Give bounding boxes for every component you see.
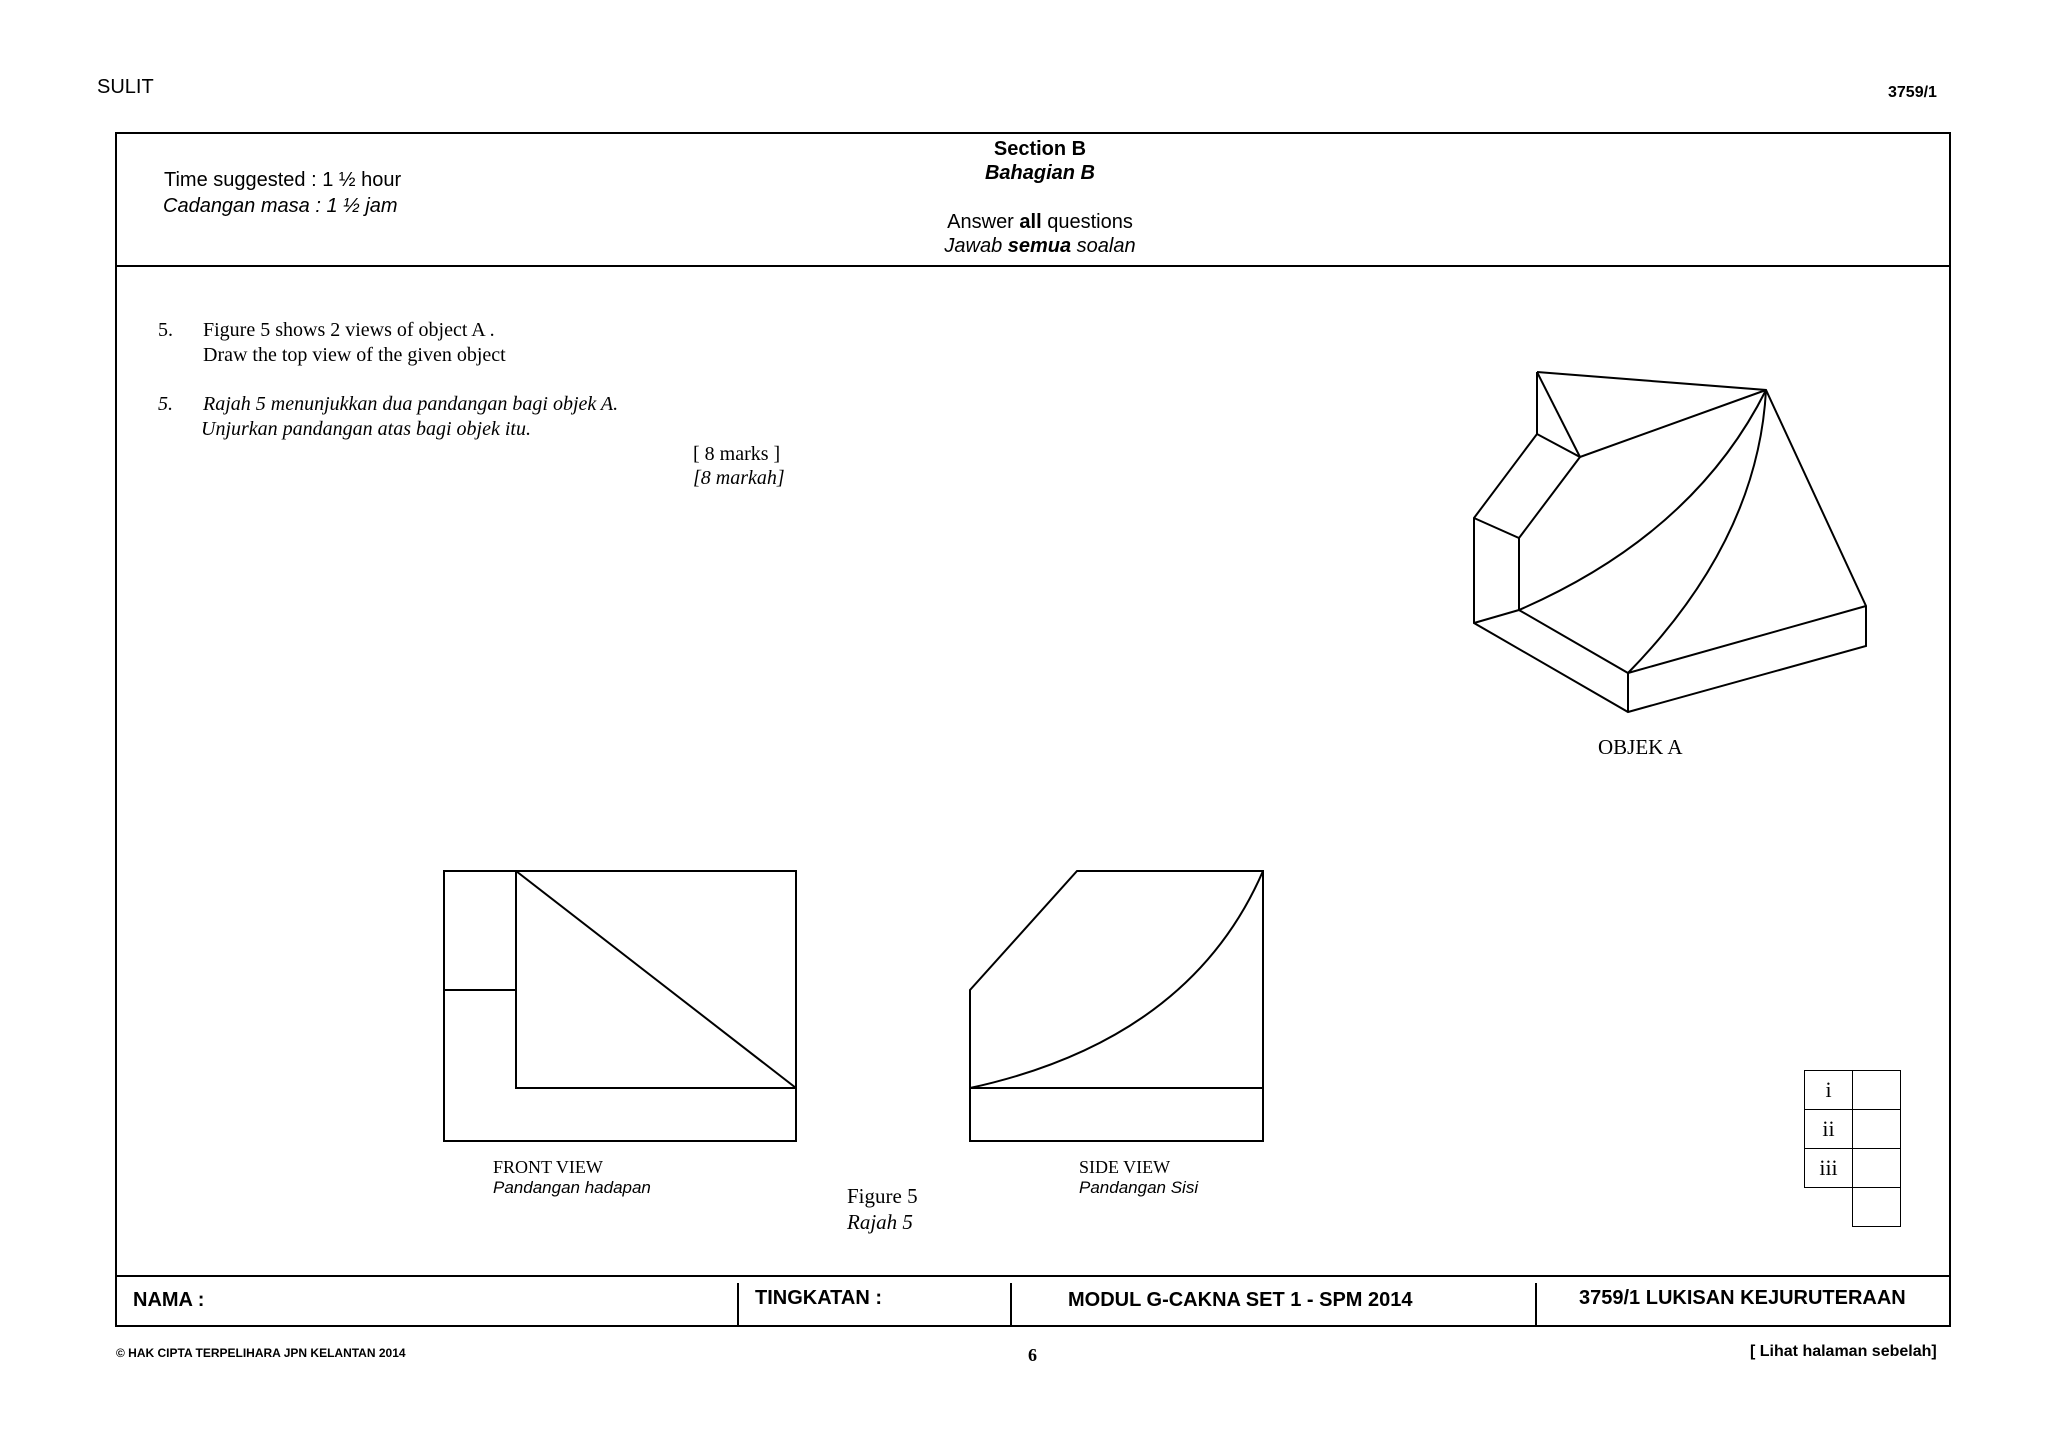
figure-caption: Figure 5 [847,1184,918,1208]
section-title: Section B [993,138,1087,160]
figure-caption-ms: Rajah 5 [847,1210,913,1234]
marks-cell [1853,1149,1901,1188]
copyright-notice: © HAK CIPTA TERPELIHARA JPN KELANTAN 2014 [116,1346,406,1360]
question-line-1-ms: Rajah 5 menunjukkan dua pandangan bagi objek A. [203,393,619,415]
modul-label: MODUL G-CAKNA SET 1 - SPM 2014 [1068,1289,1413,1311]
iso-inner-floor [1519,538,1866,673]
question-number: 5. [158,319,173,341]
marks-label-ms: [8 markah] [693,467,785,489]
marks-row [1805,1149,1901,1188]
front-view-label-ms: Pandangan hadapan [493,1178,651,1197]
answer-instruction-ms-pre: Jawab [944,235,1008,257]
marks-row-label: iii [1805,1149,1853,1188]
side-view-outline [970,871,1263,1141]
next-page-note: [ Lihat halaman sebelah] [1750,1343,1937,1360]
marks-row [1805,1110,1901,1149]
marks-row [1805,1071,1901,1110]
marks-table [1804,1070,1901,1227]
paper-code: 3759/1 [1888,84,1937,101]
isometric-object-a [1474,372,1866,712]
front-view-drawing [444,871,796,1141]
side-view-drawing [970,871,1263,1141]
time-suggested: Time suggested : 1 ½ hour [164,169,402,191]
iso-edge-top [1537,372,1580,457]
nama-field-label: NAMA : [133,1289,205,1311]
marks-total-cell [1853,1188,1901,1227]
section-title-ms: Bahagian B [984,162,1096,184]
page-number: 6 [1028,1345,1037,1365]
marks-row-label: i [1805,1071,1853,1110]
subject-label: 3759/1 LUKISAN KEJURUTERAAN [1579,1287,1906,1309]
front-view-slope [516,871,796,1088]
marks-row-total [1805,1188,1901,1227]
marks-cell [1853,1071,1901,1110]
side-view-label-ms: Pandangan Sisi [1079,1178,1199,1197]
time-suggested-ms: Cadangan masa : 1 ½ jam [163,195,398,217]
tingkatan-field-label: TINGKATAN : [755,1287,883,1309]
answer-instruction-ms-post: soalan [1071,235,1136,257]
answer-instruction-ms-bold: semua [1007,235,1072,257]
question-number-ms: 5. [158,393,173,415]
marks-blank [1805,1188,1853,1227]
answer-instruction-bold: all [1019,211,1042,233]
sulit-label: SULIT [97,76,154,98]
question-line-1: Figure 5 shows 2 views of object A . [203,319,495,341]
side-view-label: SIDE VIEW [1079,1157,1171,1177]
question-line-2: Draw the top view of the given object [203,344,506,366]
marks-row-label: ii [1805,1110,1853,1149]
object-a-label: OBJEK A [1598,735,1683,759]
marks-label: [ 8 marks ] [693,443,781,465]
answer-instruction-pre: Answer [947,211,1020,233]
side-view-curve [970,871,1263,1088]
front-view-label: FRONT VIEW [493,1157,603,1177]
front-view-outline [444,871,796,1141]
question-line-2-ms: Unjurkan pandangan atas bagi objek itu. [201,418,531,440]
marks-cell [1853,1110,1901,1149]
iso-curve-1 [1519,390,1766,610]
iso-left-edge [1474,610,1519,623]
answer-instruction-post: questions [1041,211,1133,233]
